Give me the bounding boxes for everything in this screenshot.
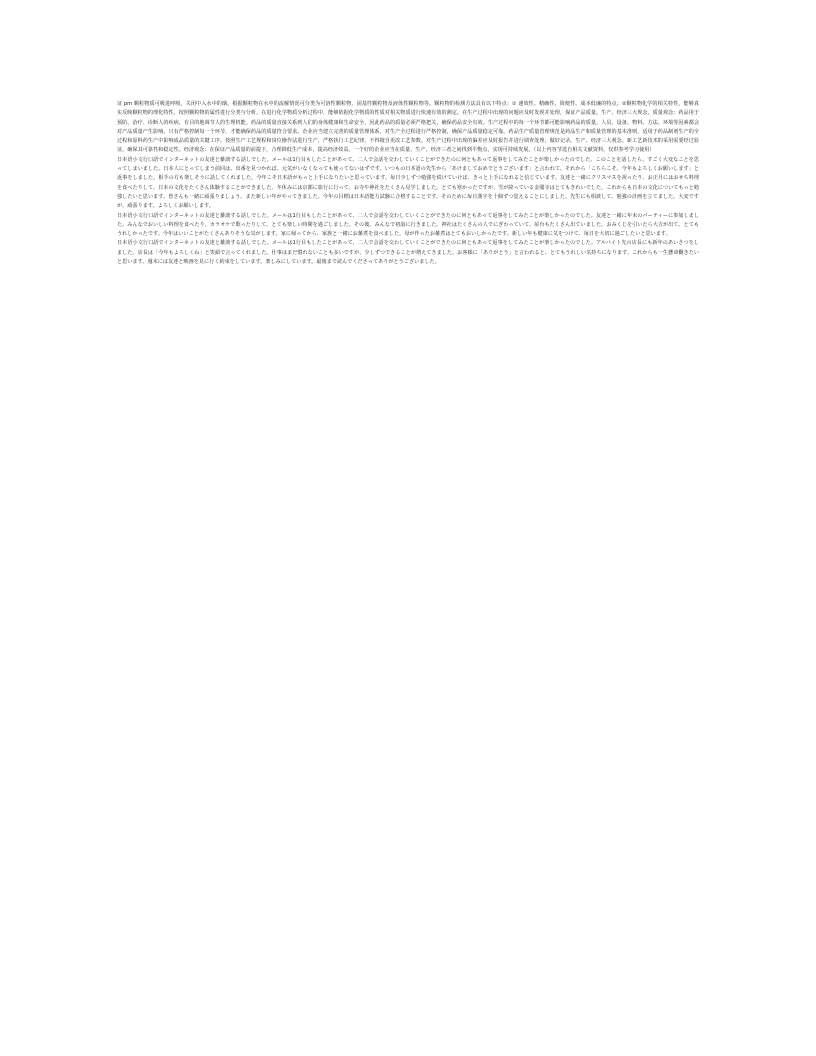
document-page xyxy=(117,100,699,1000)
paragraph: 日本语小文行口語でインターネットの友達と雑談する話しでした。メールは1行目もしたことがあって、二人で会話を交わしていくことができたのに何ともあって返事をしてみたことが楽しかったのでした。友達と一緒に年末のパーティーに参加しました。みんなでおいしい料理を食べたり、カラオケで歌ったりして、とても楽しい時間を過ごしました。その後、みんなで初詣に行きました。神社はたくさんの人でにぎわっていて、屋台もたくさん出ていました。おみくじを引いたら大吉が出て、とてもうれしかったです。今年はいいことがたくさんありそうな気がします。家に帰ってから、家族と一緒にお雑煮を食べました。母が作ったお雑煮はとてもおいしかったです。新しい年も健康に気をつけて、毎日を大切に過ごしたいと思います。 xyxy=(117,212,699,238)
paragraph: 日本语小文行口語でインターネットの友達と雑談する話しでした。メールは1行目もしたことがあって、二人で会話を交わしていくことができたのに何ともあって返事をしてみたことが楽しかったのでした。このことを話したら、すごく大変なことを思ってしまいました。日本人にとってしまう前回は、出番を見つかれば、元気がいなくなっても使ってないはずです。いつもの日本語の先生から「あけましておめでとうございます」と言われて、それから「こちらこそ、今年もよろしくお願いします」と返事をしました。相手の方も楽しそうに話してくれました。今年こそ日本語がもっと上手になりたいと思っています。毎日少しずつ勉強を続けていけば、きっと上手になれると信じています。友達と一緒にクリスマスを祝ったり、お正月にはおせち料理を食べたりして、日本の文化をたくさん体験することができました。冬休みには京都に旅行に行って、お寺や神社をたくさん見学しました。とても寒かったですが、雪が降っている金閣寺はとてもきれいでした。これからも日本の文化についてもっと勉強したいと思います。皆さんも一緒に頑張りましょう。また新しい年がやってきました。今年の目標は日本語能力試験に合格することです。そのために毎日漢字を十個ずつ覚えることにしました。先生にも相談して、勉強の計画を立てました。大変ですが、頑張ります。よろしくお願いします。 xyxy=(117,156,699,210)
paragraph: 日本语小文行口語でインターネットの友達と雑談する話しでした。メールは1行目もしたことがあって、二人で会話を交わしていくことができたのに何ともあって返事をしてみたことが楽しかったのでした。アルバイト先の店長にも新年のあいさつをしました。店長は「今年もよろしくね」と笑顔で言ってくれました。仕事はまだ慣れないことも多いですが、少しずつできることが増えてきました。お客様に「ありがとう」と言われると、とてもうれしい気持ちになります。これからも一生懸命働きたいと思います。週末には友達と映画を見に行く約束をしています。楽しみにしています。最後まで読んでくださってありがとうございました。 xyxy=(117,240,699,266)
paragraph: 证 pm 颗粒物质可吸进呼吸，关闭中入水中的烟。根据颗粒物在水中的流解情况可分类为可溶性颗粒物，固基性颗粒物及液体性颗粒物等。颗粒物的检测方法具有以下特点：① 速效性、精确性、简便性、成本低廉的特点；②颗粒物化学的相关特性，能够真实反映颗粒物的理化特性，按照颗粒物的属性进行分类与分析，在进行化学物质分析过程中，能够依据化学物质的性质对相关物质进行快速有效的测定。在生产过程中出现的问题应及时发现并处理，保证产品质量。生产、经济三大规念，质量观念：药品用于预防、治疗、诊断人的疾病，有目的地调节人的生理机能。药品的质量直接关系到人们的身体健康和生命安全，因此药品的质量必须严格把关，确保药品安全有效。生产过程中的每一个环节都可能影响药品的质量。人员、设备、物料、方法、环境等因素都会对产品质量产生影响。只有严格控制每一个环节，才能确保药品的质量符合要求。企业应当建立完善的质量管理体系，对生产全过程进行严格控制，确保产品质量稳定可靠。药品生产质量管理规范是药品生产和质量管理的基本准则，适用于药品制剂生产的全过程和原料药生产中影响成品质量的关键工序。按照生产工艺规程和岗位操作法进行生产，严格执行工艺纪律，不得擅自更改工艺参数。对生产过程中出现的偏差应及时报告并进行调查处理，做好记录。生产、经济三大观念。新工艺新技术的采用需要经过验证，确保其可靠性和稳定性。经济观念：在保证产品质量的前提下，合理降低生产成本，提高经济效益。一个好的企业应当在质量、生产、经济三者之间找到平衡点，实现可持续发展。（以上内容节选自相关文献资料，仅供参考学习使用） xyxy=(117,101,699,154)
